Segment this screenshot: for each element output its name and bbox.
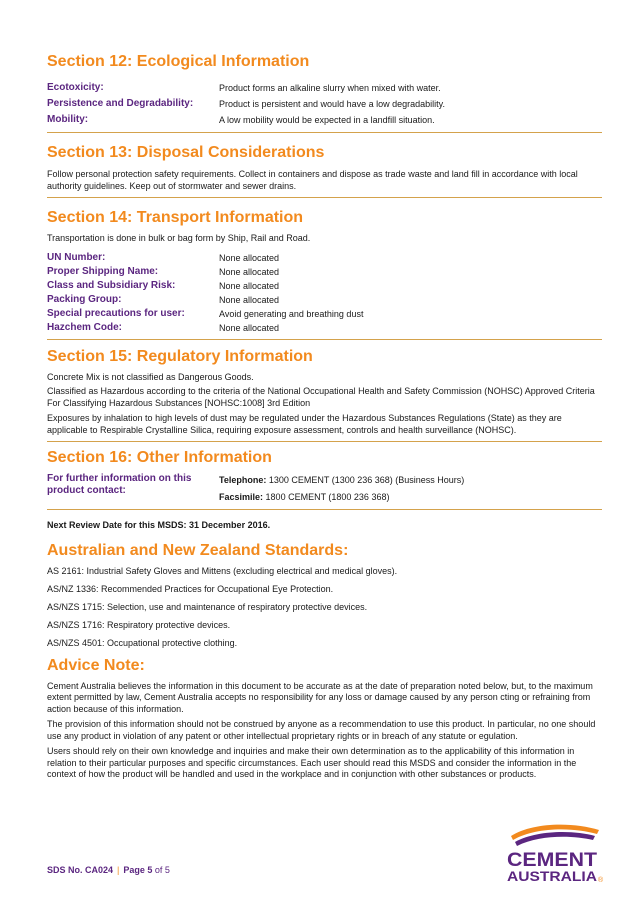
section-16-title: Section 16: Other Information [47,449,272,466]
list-item: AS/NZS 1716: Respiratory protective devices. [47,619,231,630]
table-row [47,81,602,95]
divider [47,441,602,442]
page-content [47,0,602,781]
section-15-title: Section 15: Regulatory Information [47,347,313,365]
list-item: AS/NZ 1336: Recommended Practices for Occupational Eye Protection. [47,583,334,594]
facsimile-value: 1800 CEMENT (1800 236 368) [265,492,390,502]
footer [47,865,170,875]
table-row [47,307,602,321]
row-label: Class and Subsidiary Risk: [47,279,176,291]
advice-title: Advice Note: [47,656,145,674]
row-value: A low mobility would be expected in a landfill situation. [219,115,435,125]
cement-australia-logo [503,822,607,886]
divider [47,132,602,133]
facsimile-label: Facsimile: [219,492,264,502]
row-label: Persistence and Degradability: [47,98,194,109]
logo-swoosh-icon [515,832,595,846]
table-row [47,265,602,279]
section-14-table [47,251,602,335]
telephone-value: 1300 CEMENT (1300 236 368) (Business Hours) [268,475,465,485]
logo-line2: AUSTRALIA [507,868,597,884]
list-item: AS 2161: Industrial Safety Gloves and Mittens (excluding electrical and medical gloves). [47,565,398,576]
row-value: None allocated [219,280,280,291]
page-total: of 5 [154,865,170,875]
table-row [47,293,602,307]
list-item: AS/NZS 4501: Occupational protective clothing. [47,637,238,648]
table-row [47,113,602,127]
section-12-title: Section 12: Ecological Information [47,53,310,70]
logo-registered-mark: ® [598,877,604,884]
section-14-intro: Transportation is done in bulk or bag form by Ship, Rail and Road. [47,233,311,243]
divider [47,339,602,340]
row-label: Mobility: [47,114,89,125]
row-label: Special precautions for user: [47,307,185,319]
section-12-table [47,81,602,127]
footer-separator: | [117,865,120,875]
table-row [47,251,602,265]
section-15-p1: Concrete Mix is not classified as Dangerous Goods. [47,371,254,382]
row-value: None allocated [219,252,280,263]
row-value: None allocated [219,322,280,333]
page-number: Page 5 [123,865,153,875]
section-14-title: Section 14: Transport Information [47,209,304,226]
row-value: None allocated [219,294,280,305]
advice-p1: Cement Australia believes the information in this document to be accurate as at the date of preparation noted below, but, to the maximum extent permitted by law, Cement Australia accepts no responsibility for any loss or damage caused by any person cting or refraining from action because of this information. [47,680,593,714]
row-value: Avoid generating and breathing dust [219,308,364,319]
advice-p2: The provision of this information should not be construed by anyone as a recommendation to use this product. In particular, no one should use any product in violation of any patent or other intellectual proprietary rights or in breach of any statute or egulation. [47,719,596,741]
section-13-text: Follow personal protection safety requirements. Collect in containers and dispose as trade waste and land fill in accordance with local authority guidelines. Keep out of stormwater and sewer drains. [47,169,578,191]
divider [47,197,602,198]
list-item: AS/NZS 1715: Selection, use and maintenance of respiratory protective devices. [47,601,368,612]
row-value: Product is persistent and would have a low degradability. [219,99,445,109]
contact-block [47,473,602,504]
review-date: Next Review Date for this MSDS: 31 December 2016. [47,520,271,530]
telephone-label: Telephone: [219,475,267,485]
row-label: UN Number: [47,251,106,263]
section-15-p3: Exposures by inhalation to high levels of dust may be regulated under the Hazardous Substances Regulations (State) as they are applicable to Respirable Crystalline Silica, requiring exposure assessment, controls and health surveillance (NOHSC). [47,413,562,435]
row-value: Product forms an alkaline slurry when mixed with water. [219,83,441,93]
row-label: Ecotoxicity: [47,82,104,93]
contact-values [219,473,602,504]
section-13-title: Section 13: Disposal Considerations [47,144,325,161]
row-label: Hazchem Code: [47,321,123,333]
row-label: Proper Shipping Name: [47,265,159,277]
logo-line1: CEMENT [507,850,598,871]
row-label: Packing Group: [47,293,122,305]
table-row [47,279,602,293]
advice-p3: Users should rely on their own knowledge and inquiries and make their own determination as to the applicability of this information in relation to their particular purposes and specific circumstances. Each user should read this MSDS and consider the information in the context of how the product will be handled and used in the workplace and in conjunction with other substances or products. [47,746,577,779]
section-15-p2: Classified as Hazardous according to the criteria of the National Occupational Health and Safety Commission (NOHSC) Approved Criteria For Classifying Hazardous Substances [NOHSC:1008] 3rd Edition [47,386,595,408]
contact-label: For further information on this product contact: [47,473,192,496]
sds-number: SDS No. CA024 [47,865,114,875]
standards-title: Australian and New Zealand Standards: [47,541,349,559]
divider [47,509,602,510]
row-value: None allocated [219,266,280,277]
table-row [47,97,602,111]
table-row [47,321,602,335]
